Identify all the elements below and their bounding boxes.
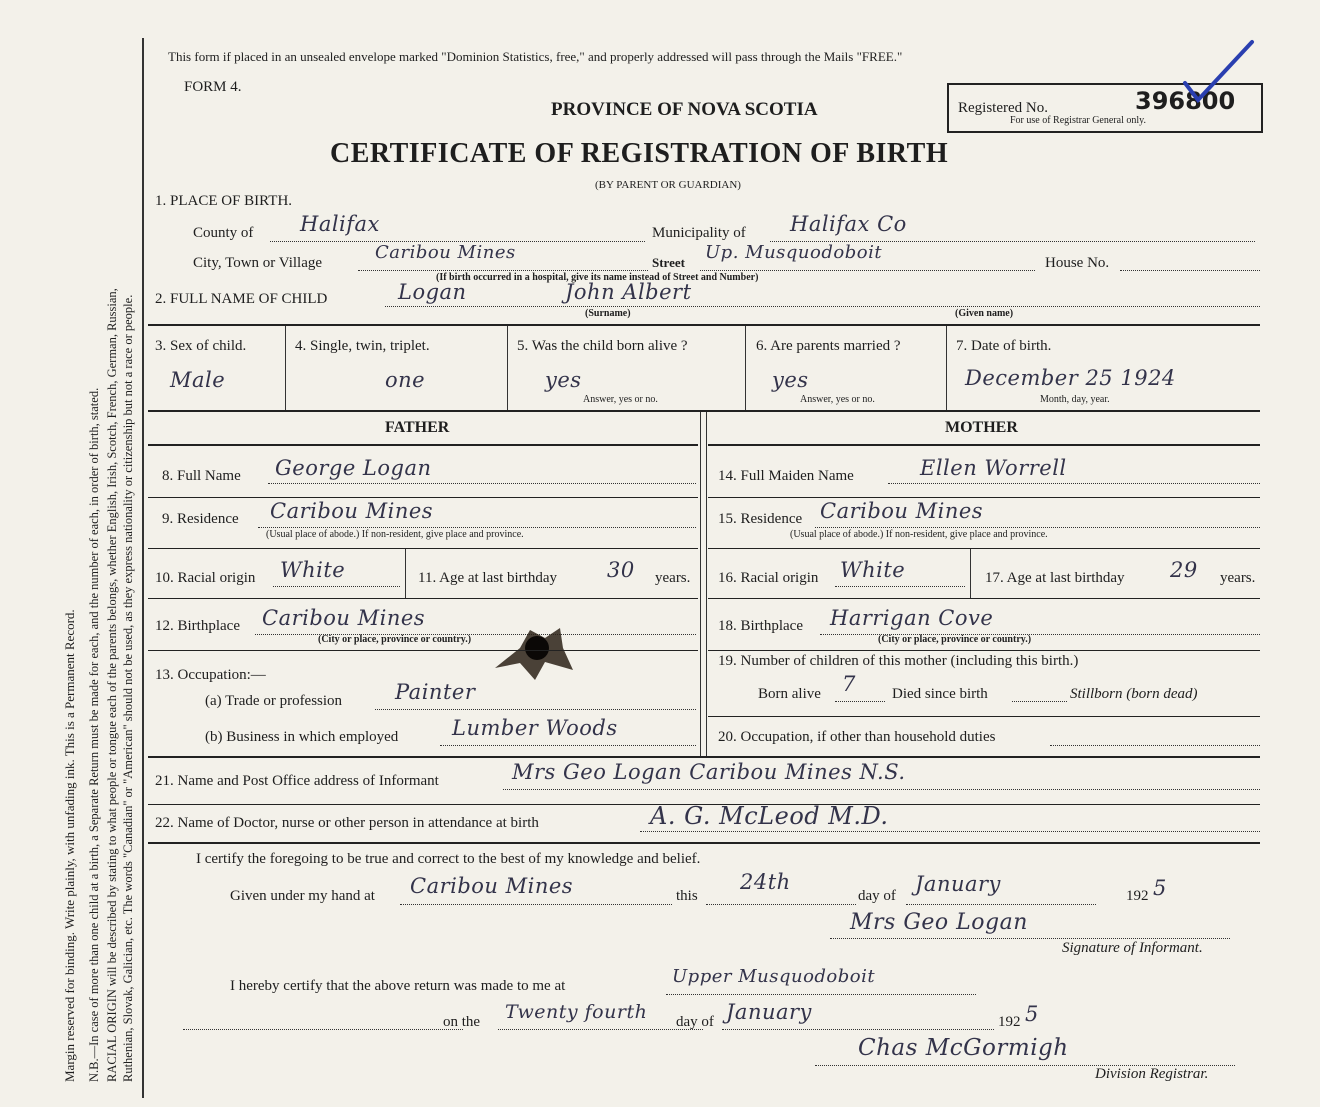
child-surname-value: Logan [398, 280, 467, 304]
father-business-label: (b) Business in which employed [205, 729, 399, 745]
certify-statement: I certify the foregoing to be true and correct to the best of my knowledge and belief. [196, 851, 701, 867]
mother-birthplace-note: (City or place, province or country.) [878, 634, 1032, 645]
parents-married-label: 6. Are parents married ? [756, 338, 901, 354]
registrar-signature: Chas McGormigh [858, 1035, 1069, 1061]
father-age-years: years. [655, 570, 691, 586]
margin-note-racial-origin: RACIAL ORIGIN will be described by stating to what people or tongue each of the parents belongs, whether English, Irish, Scotch, French, German, Russian, [105, 288, 119, 1082]
mother-birthplace-label: 18. Birthplace [718, 618, 803, 634]
died-since-birth-label: Died since birth [892, 686, 988, 702]
mother-residence-label: 15. Residence [718, 511, 803, 527]
registrar-on-label: on the [443, 1014, 481, 1030]
city-value: Caribou Mines [375, 242, 516, 263]
informant-label: 21. Name and Post Office address of Informant [155, 773, 439, 789]
binding-margin-line [142, 38, 144, 1098]
place-of-birth-heading: 1. PLACE OF BIRTH. [155, 193, 293, 209]
mail-notice: This form if placed in an unsealed envelope marked "Dominion Statistics, free," and properly addressed will pass through the Mails "FREE." [168, 49, 903, 64]
born-alive-note: Answer, yes or no. [583, 394, 658, 405]
birth-date-note: Month, day, year. [1040, 394, 1110, 405]
house-number-label: House No. [1045, 255, 1110, 271]
father-name-label: 8. Full Name [162, 468, 241, 484]
certify-this-label: this [676, 888, 698, 904]
registration-note: For use of Registrar General only. [1010, 115, 1146, 126]
county-value: Halifax [300, 212, 380, 236]
father-age-value: 30 [607, 558, 635, 582]
born-alive-count-value: 7 [842, 672, 856, 696]
father-occupation-label: 13. Occupation:— [155, 667, 266, 683]
mother-race-value: White [840, 558, 906, 582]
check-mark-icon [1180, 38, 1260, 108]
municipality-value: Halifax Co [790, 212, 907, 236]
informant-value: Mrs Geo Logan Caribou Mines N.S. [512, 760, 906, 784]
father-birthplace-label: 12. Birthplace [155, 618, 240, 634]
parents-married-note: Answer, yes or no. [800, 394, 875, 405]
registrar-year-prefix: 192 [998, 1014, 1021, 1030]
father-race-value: White [280, 558, 346, 582]
mother-children-label: 19. Number of children of this mother (including this birth.) [718, 653, 1079, 669]
given-name-note: (Given name) [955, 308, 1014, 319]
mother-age-years: years. [1220, 570, 1256, 586]
city-label: City, Town or Village [193, 255, 323, 271]
born-alive-count-label: Born alive [758, 686, 821, 702]
birth-date-value: December 25 1924 [965, 366, 1176, 390]
mother-occupation-label: 20. Occupation, if other than household duties [718, 729, 996, 745]
father-residence-label: 9. Residence [162, 511, 239, 527]
county-label: County of [193, 225, 254, 241]
form-number: FORM 4. [184, 79, 242, 95]
given-place-value: Caribou Mines [410, 874, 574, 898]
plurality-value: one [385, 368, 426, 392]
registration-number: 396800 [1135, 87, 1236, 115]
registrar-day-value: Twenty fourth [505, 1001, 648, 1023]
mother-race-label: 16. Racial origin [718, 570, 819, 586]
born-alive-label: 5. Was the child born alive ? [517, 338, 688, 354]
surname-note: (Surname) [585, 308, 631, 319]
margin-note-multiple-births: N.B.—In case of more than one child at a birth, a Separate Return must be made for each, and the number of each, in order of birth, stated. [87, 387, 101, 1082]
certify-day-value: 24th [740, 870, 791, 894]
doctor-value: A. G. McLeod M.D. [650, 802, 889, 830]
father-birthplace-note: (City or place, province or country.) [318, 634, 472, 645]
doctor-label: 22. Name of Doctor, nurse or other person in attendance at birth [155, 815, 539, 831]
street-label: Street [652, 255, 685, 270]
mother-birthplace-value: Harrigan Cove [830, 606, 994, 630]
certificate-title: CERTIFICATE OF REGISTRATION OF BIRTH [330, 138, 949, 169]
father-residence-note: (Usual place of abode.) If non-resident, give place and province. [266, 529, 524, 540]
father-residence-value: Caribou Mines [270, 499, 434, 523]
mother-age-label: 17. Age at last birthday [985, 570, 1125, 586]
birth-date-label: 7. Date of birth. [956, 338, 1052, 354]
registrar-statement: I hereby certify that the above return was made to me at [230, 978, 566, 994]
hospital-note: (If birth occurred in a hospital, give its name instead of Street and Number) [436, 272, 759, 283]
certify-month-value: January [915, 872, 1001, 896]
father-age-label: 11. Age at last birthday [418, 570, 557, 586]
stillborn-label: Stillborn (born dead) [1070, 686, 1198, 702]
mother-heading: MOTHER [945, 419, 1018, 436]
father-business-value: Lumber Woods [452, 716, 618, 740]
father-birthplace-value: Caribou Mines [262, 606, 426, 630]
registrar-place-value: Upper Musquodoboit [672, 966, 876, 987]
mother-name-value: Ellen Worrell [920, 456, 1067, 480]
municipality-label: Municipality of [652, 225, 746, 241]
child-given-name-value: John Albert [565, 280, 692, 304]
registrar-day-of-label: day of [676, 1014, 714, 1030]
given-under-hand-label: Given under my hand at [230, 888, 375, 904]
sex-label: 3. Sex of child. [155, 338, 247, 354]
registrar-year-value: 5 [1025, 1002, 1039, 1026]
parents-married-value: yes [772, 368, 809, 392]
plurality-label: 4. Single, twin, triplet. [295, 338, 430, 354]
registration-label: Registered No. [958, 100, 1048, 116]
mother-residence-value: Caribou Mines [820, 499, 984, 523]
father-trade-value: Painter [395, 680, 476, 704]
province-heading: PROVINCE OF NOVA SCOTIA [551, 99, 818, 120]
margin-note-racial-origin-cont: Ruthenian, Slovak, Galician, etc. The words "Canadian" or "American" should not be used, as they express nationality or citizenship but not a race or people. [121, 294, 135, 1082]
registrar-month-value: January [726, 1000, 812, 1024]
mother-name-label: 14. Full Maiden Name [718, 468, 854, 484]
certify-year-prefix: 192 [1126, 888, 1149, 904]
street-value: Up. Musquodoboit [705, 242, 883, 263]
mother-age-value: 29 [1170, 558, 1198, 582]
sex-value: Male [170, 368, 226, 392]
margin-note-binding: Margin reserved for binding. Write plainly, with unfading ink. This is a Permanent Record. [62, 609, 77, 1082]
certify-day-of-label: day of [858, 888, 896, 904]
registrar-signature-label: Division Registrar. [1095, 1066, 1209, 1082]
mother-residence-note: (Usual place of abode.) If non-resident, give place and province. [790, 529, 1048, 540]
child-name-label: 2. FULL NAME OF CHILD [155, 291, 328, 307]
informant-signature-label: Signature of Informant. [1062, 940, 1203, 956]
certificate-subtitle: (BY PARENT OR GUARDIAN) [595, 179, 741, 191]
father-trade-label: (a) Trade or profession [205, 693, 343, 709]
informant-signature: Mrs Geo Logan [850, 910, 1028, 935]
father-heading: FATHER [385, 419, 450, 436]
father-name-value: George Logan [275, 456, 432, 480]
certify-year-value: 5 [1153, 876, 1167, 900]
born-alive-value: yes [545, 368, 582, 392]
father-race-label: 10. Racial origin [155, 570, 256, 586]
